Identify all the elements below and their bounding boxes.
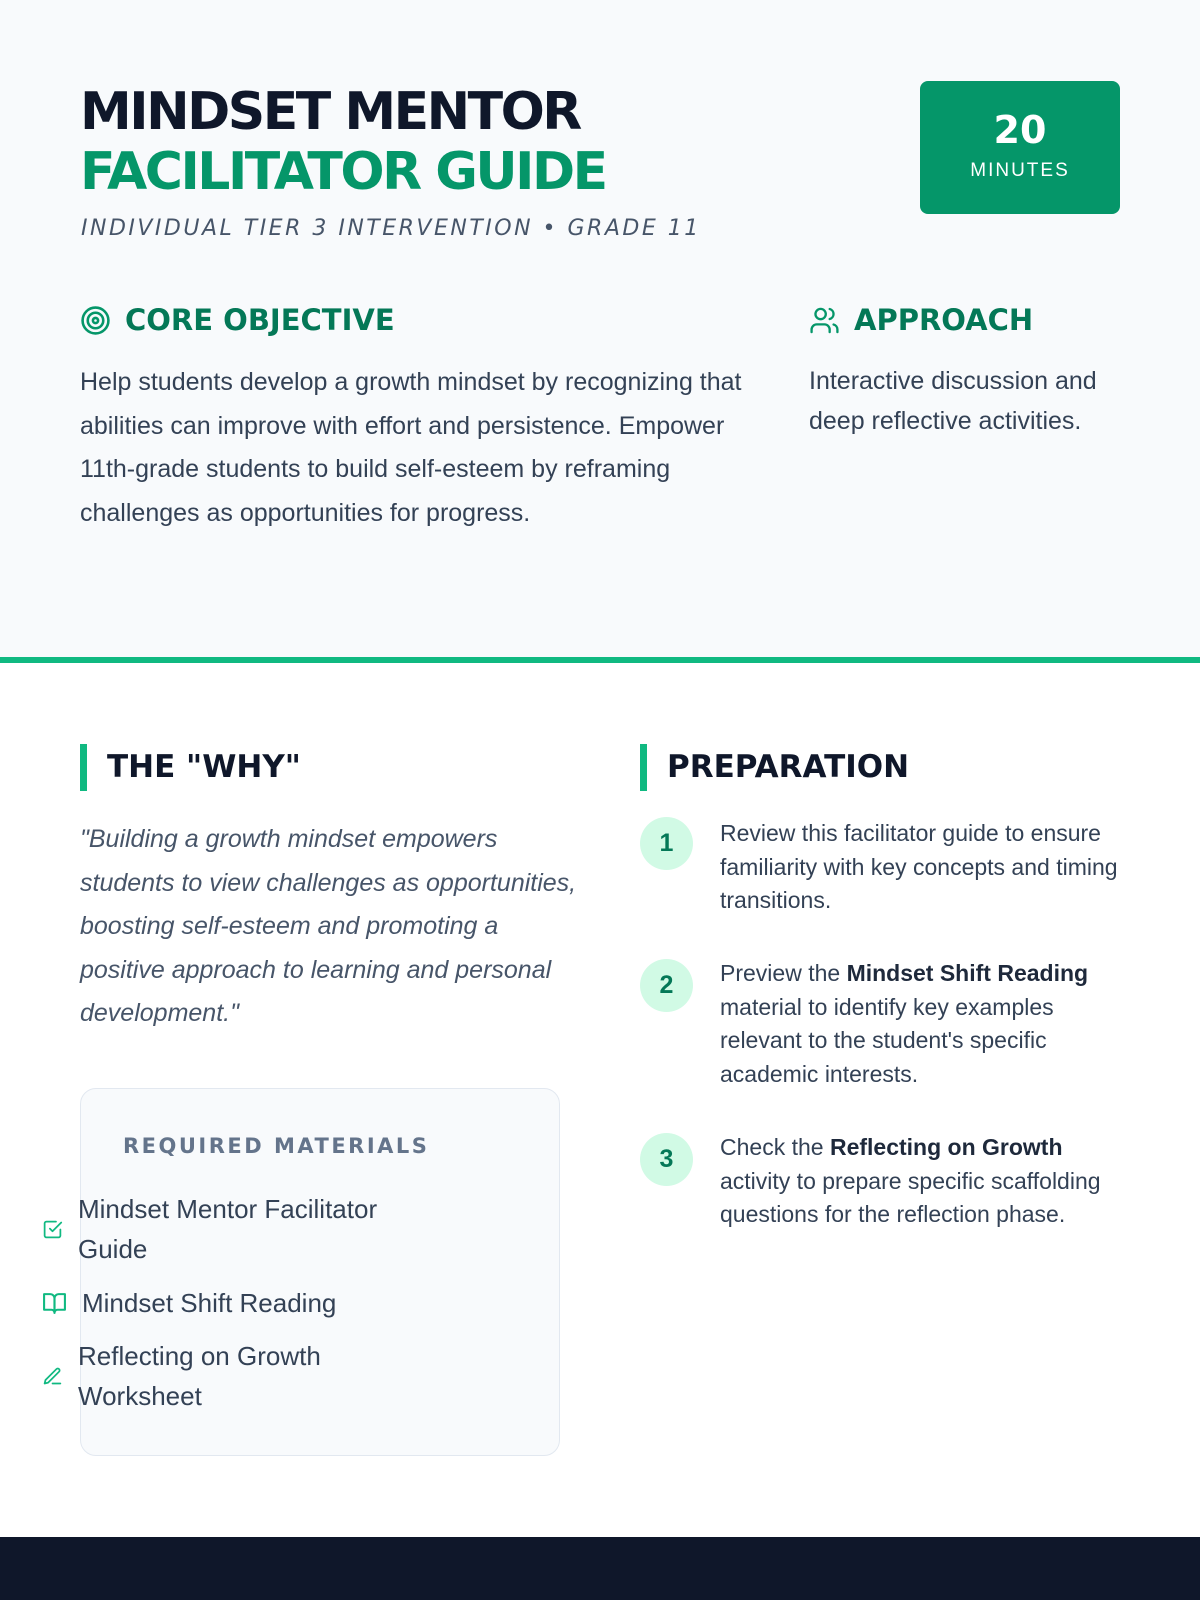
approach-heading [809,303,1033,337]
step-text-part: activity to prepare specific scaffolding questions for the reflection phase. [720,1167,1101,1227]
step-text-bold: Mindset Shift Reading [846,960,1089,986]
material-item [42,1336,438,1416]
book-icon [42,1291,68,1316]
step-text-part: Preview the [720,960,847,986]
step-text-part: material to identify key examples relevant to the student's specific academic interests. [720,993,1054,1087]
page-title [80,82,606,202]
footer-bar [0,1537,1200,1600]
why-heading: THE "WHY" [80,744,301,791]
page-subtitle: INDIVIDUAL TIER 3 INTERVENTION • GRADE 11 [81,216,701,241]
material-label: Mindset Shift Reading [82,1288,337,1318]
material-label: Mindset Mentor Facilitator Guide [78,1194,378,1264]
step-number: 3 [640,1133,693,1186]
approach-text: Interactive discussion and deep reflective activities. [809,367,1097,435]
duration-unit: MINUTES [970,160,1070,181]
preparation-heading: PREPARATION [640,744,909,791]
title-line-1: MINDSET MENTOR [80,82,580,142]
duration-badge [920,81,1120,214]
step-text-bold: Reflecting on Growth [829,1134,1063,1160]
material-item [42,1283,442,1323]
step-number: 1 [640,817,693,870]
section-divider [0,657,1200,663]
title-line-2: FACILITATOR GUIDE [80,142,606,202]
core-objective-label: CORE OBJECTIVE [125,303,395,337]
step-text [720,817,1130,918]
duration-value: 20 [993,108,1047,152]
step-text [720,1131,1130,1232]
pencil-icon [42,1366,68,1387]
step-text-part: Review this facilitator guide to ensure familiarity with key concepts and timing transitions. [720,820,1118,913]
target-icon [80,305,111,336]
core-objective-heading [80,303,395,337]
core-objective-text: Help students develop a growth mindset by recognizing that abilities can improve with effort and persistence. Empower 11th-grade students to build self-esteem by reframing challenges as opportunities for progress. [80,368,742,527]
material-item [42,1189,438,1269]
required-materials-heading: REQUIRED MATERIALS [123,1134,430,1158]
step-text [720,957,1130,1091]
step-text-part: Check the [720,1134,830,1160]
why-quote: "Building a growth mindset empowers students to view challenges as opportunities, boosting self-esteem and promoting a positive approach to learning and personal development." [80,825,577,1027]
users-icon [809,305,840,336]
approach-label: APPROACH [854,303,1034,337]
material-label: Reflecting on Growth Worksheet [78,1341,321,1411]
step-number: 2 [640,959,693,1012]
checkbox-icon [42,1219,68,1240]
